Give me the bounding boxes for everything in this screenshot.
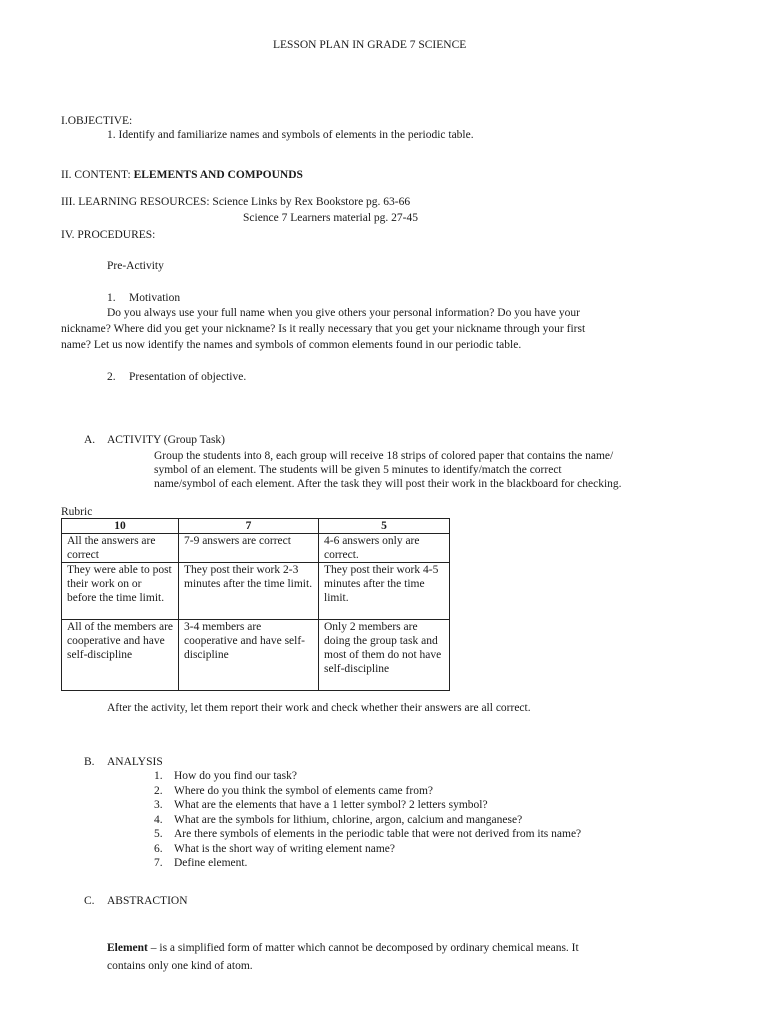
- list-item: [154, 827, 581, 842]
- resources-line-1: [61, 195, 410, 209]
- rubric-cell: Only 2 members are doing the group task and most of them do not have self-discipline: [319, 620, 450, 691]
- element-definition-line-1: [107, 941, 579, 955]
- rubric-cell: 7-9 answers are correct: [179, 534, 319, 563]
- rubric-cell: They post their work 2-3 minutes after the time limit.: [179, 563, 319, 620]
- question-text: What is the short way of writing element name?: [174, 842, 395, 855]
- question-text: Define element.: [174, 857, 248, 869]
- element-definition-line-2: contains only one kind of atom.: [107, 960, 253, 972]
- list-item: [154, 856, 581, 871]
- question-text: What are the elements that have a 1 letter symbol? 2 letters symbol?: [174, 799, 488, 811]
- table-row: [62, 563, 450, 620]
- activity-line-2: symbol of an element. The students will be given 5 minutes to identify/match the correct: [154, 464, 562, 476]
- presentation-label: Presentation of objective.: [129, 371, 247, 383]
- question-text: Where do you think the symbol of elements came from?: [174, 784, 433, 797]
- rubric-cell: They post their work 4-5 minutes after the time limit.: [319, 563, 450, 620]
- question-number: 2.: [154, 784, 163, 797]
- objective-item: 1. Identify and familiarize names and symbols of elements in the periodic table.: [107, 129, 474, 141]
- motivation-line-3: name? Let us now identify the names and symbols of common elements found in our periodic table.: [61, 339, 522, 351]
- question-number: 4.: [154, 813, 163, 826]
- list-item: [154, 769, 581, 784]
- content-value: ELEMENTS AND COMPOUNDS: [133, 169, 303, 181]
- activity-after: After the activity, let them report their work and check whether their answers are all correct.: [107, 702, 531, 714]
- rubric-cell: They were able to post their work on or before the time limit.: [62, 563, 179, 620]
- motivation-line-1: Do you always use your full name when you give others your personal information? Do you have your: [107, 307, 580, 319]
- resources-label: III. LEARNING RESOURCES:: [61, 196, 213, 208]
- question-text: Are there symbols of elements in the periodic table that were not derived from its name?: [174, 828, 582, 840]
- rubric-label: Rubric: [61, 506, 93, 518]
- question-number: 5.: [154, 828, 163, 840]
- table-row: [62, 620, 450, 691]
- question-number: 1.: [154, 770, 163, 782]
- pre-activity-label: Pre-Activity: [107, 260, 164, 272]
- activity-line-3: name/symbol of each element. After the task they will post their work in the blackboard for checking.: [154, 478, 622, 490]
- list-item: [154, 842, 581, 857]
- motivation-line-2: nickname? Where did you get your nickname? Is it really necessary that you get your nickname through your first: [61, 323, 586, 335]
- analysis-questions: [154, 769, 581, 871]
- question-number: 6.: [154, 842, 163, 855]
- table-row: [62, 534, 450, 563]
- procedures-heading: IV. PROCEDURES:: [61, 229, 156, 241]
- question-number: 3.: [154, 799, 163, 811]
- abstraction-letter: C.: [84, 895, 95, 907]
- objective-heading: I.OBJECTIVE:: [61, 115, 133, 127]
- list-item: [154, 784, 581, 799]
- abstraction-heading: ABSTRACTION: [107, 895, 188, 907]
- motivation-label: Motivation: [129, 292, 181, 304]
- analysis-letter: B.: [84, 756, 95, 768]
- resources-item-1: Science Links by Rex Bookstore pg. 63-66: [212, 196, 411, 208]
- activity-line-1: Group the students into 8, each group will receive 18 strips of colored paper that contains the name/: [154, 450, 614, 462]
- rubric-header-10: 10: [62, 519, 179, 534]
- question-text: How do you find our task?: [174, 770, 297, 782]
- rubric-cell: 3-4 members are cooperative and have self-discipline: [179, 620, 319, 691]
- element-definition: – is a simplified form of matter which cannot be decomposed by ordinary chemical means. It: [147, 942, 579, 954]
- motivation-number: 1.: [107, 292, 116, 304]
- rubric-table: [61, 518, 450, 691]
- activity-letter: A.: [84, 434, 96, 446]
- rubric-cell: 4-6 answers only are correct.: [319, 534, 450, 563]
- resources-item-2: Science 7 Learners material pg. 27-45: [243, 212, 418, 224]
- content-label: II. CONTENT:: [61, 169, 134, 181]
- page-title: LESSON PLAN IN GRADE 7 SCIENCE: [273, 39, 467, 51]
- question-number: 7.: [154, 857, 163, 869]
- content-line: [61, 168, 303, 182]
- rubric-cell: All the answers are correct: [62, 534, 179, 563]
- rubric-cell: All of the members are cooperative and have self-discipline: [62, 620, 179, 691]
- rubric-header-row: [62, 519, 450, 534]
- list-item: [154, 798, 581, 813]
- analysis-heading: ANALYSIS: [107, 756, 163, 768]
- activity-heading: ACTIVITY (Group Task): [107, 434, 226, 446]
- rubric-header-5: 5: [319, 519, 450, 534]
- rubric-header-7: 7: [179, 519, 319, 534]
- question-text: What are the symbols for lithium, chlorine, argon, calcium and manganese?: [174, 813, 523, 826]
- presentation-number: 2.: [107, 371, 116, 383]
- list-item: [154, 813, 581, 828]
- element-term: Element: [107, 942, 148, 954]
